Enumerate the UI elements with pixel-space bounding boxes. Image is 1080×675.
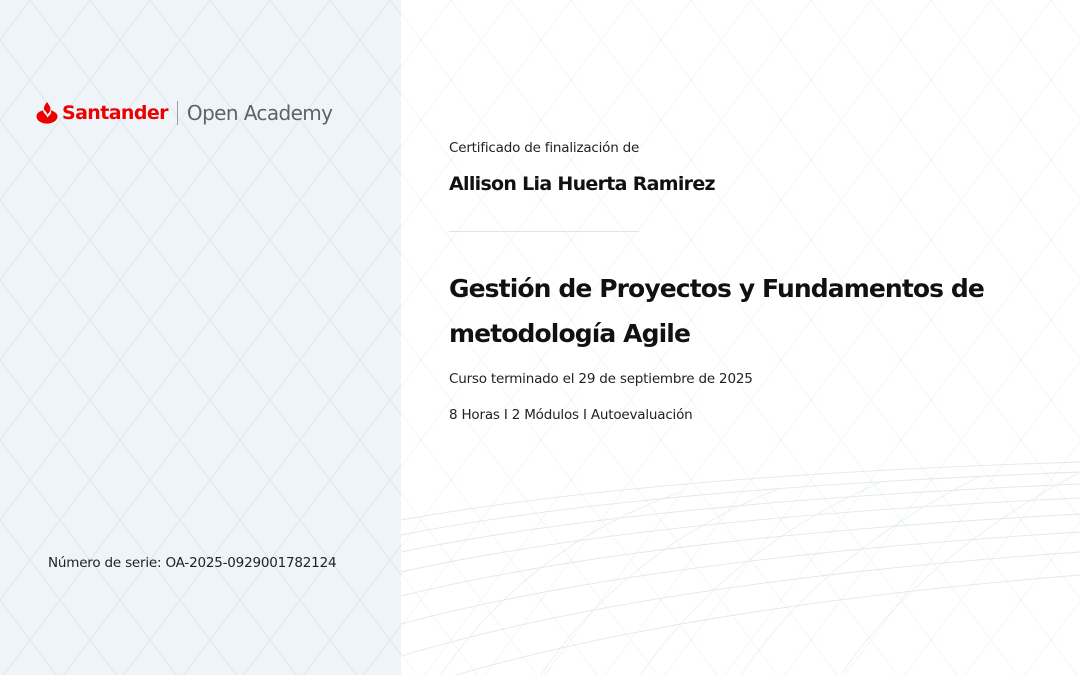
separator xyxy=(449,231,639,232)
serial-number: Número de serie: OA-2025-0929001782124 xyxy=(48,555,337,571)
course-title-line-1: Gestión de Proyectos y Fundamentos de xyxy=(449,274,984,303)
course-title-line-2: metodología Agile xyxy=(449,319,691,348)
course-details: 8 Horas I 2 Módulos I Autoevaluación xyxy=(449,407,693,423)
brand-name: Santander xyxy=(62,102,168,124)
completion-date: Curso terminado el 29 de septiembre de 2025 xyxy=(449,371,753,387)
santander-logo xyxy=(36,98,332,128)
certificate-intro: Certificado de finalización de xyxy=(449,140,640,156)
recipient-name: Allison Lia Huerta Ramirez xyxy=(449,173,715,195)
course-title xyxy=(449,266,984,356)
santander-flame-icon xyxy=(36,101,58,125)
left-panel xyxy=(0,0,401,675)
logo-divider xyxy=(177,101,178,125)
academy-name: Open Academy xyxy=(186,101,333,125)
